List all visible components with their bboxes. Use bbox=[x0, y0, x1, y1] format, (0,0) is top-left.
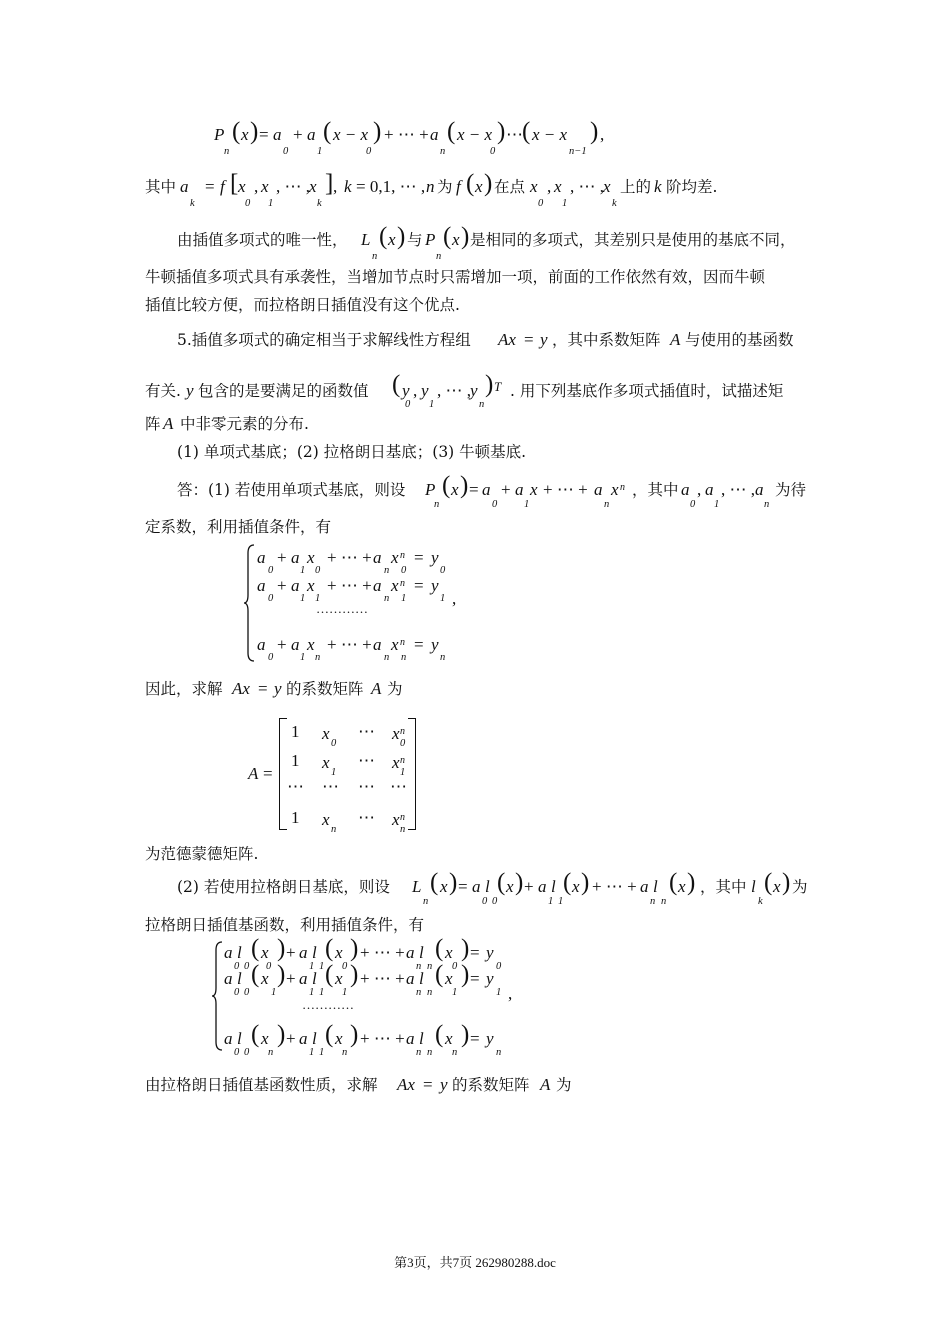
page-footer: 第3页，共7页 262980288.doc bbox=[394, 1255, 556, 1270]
